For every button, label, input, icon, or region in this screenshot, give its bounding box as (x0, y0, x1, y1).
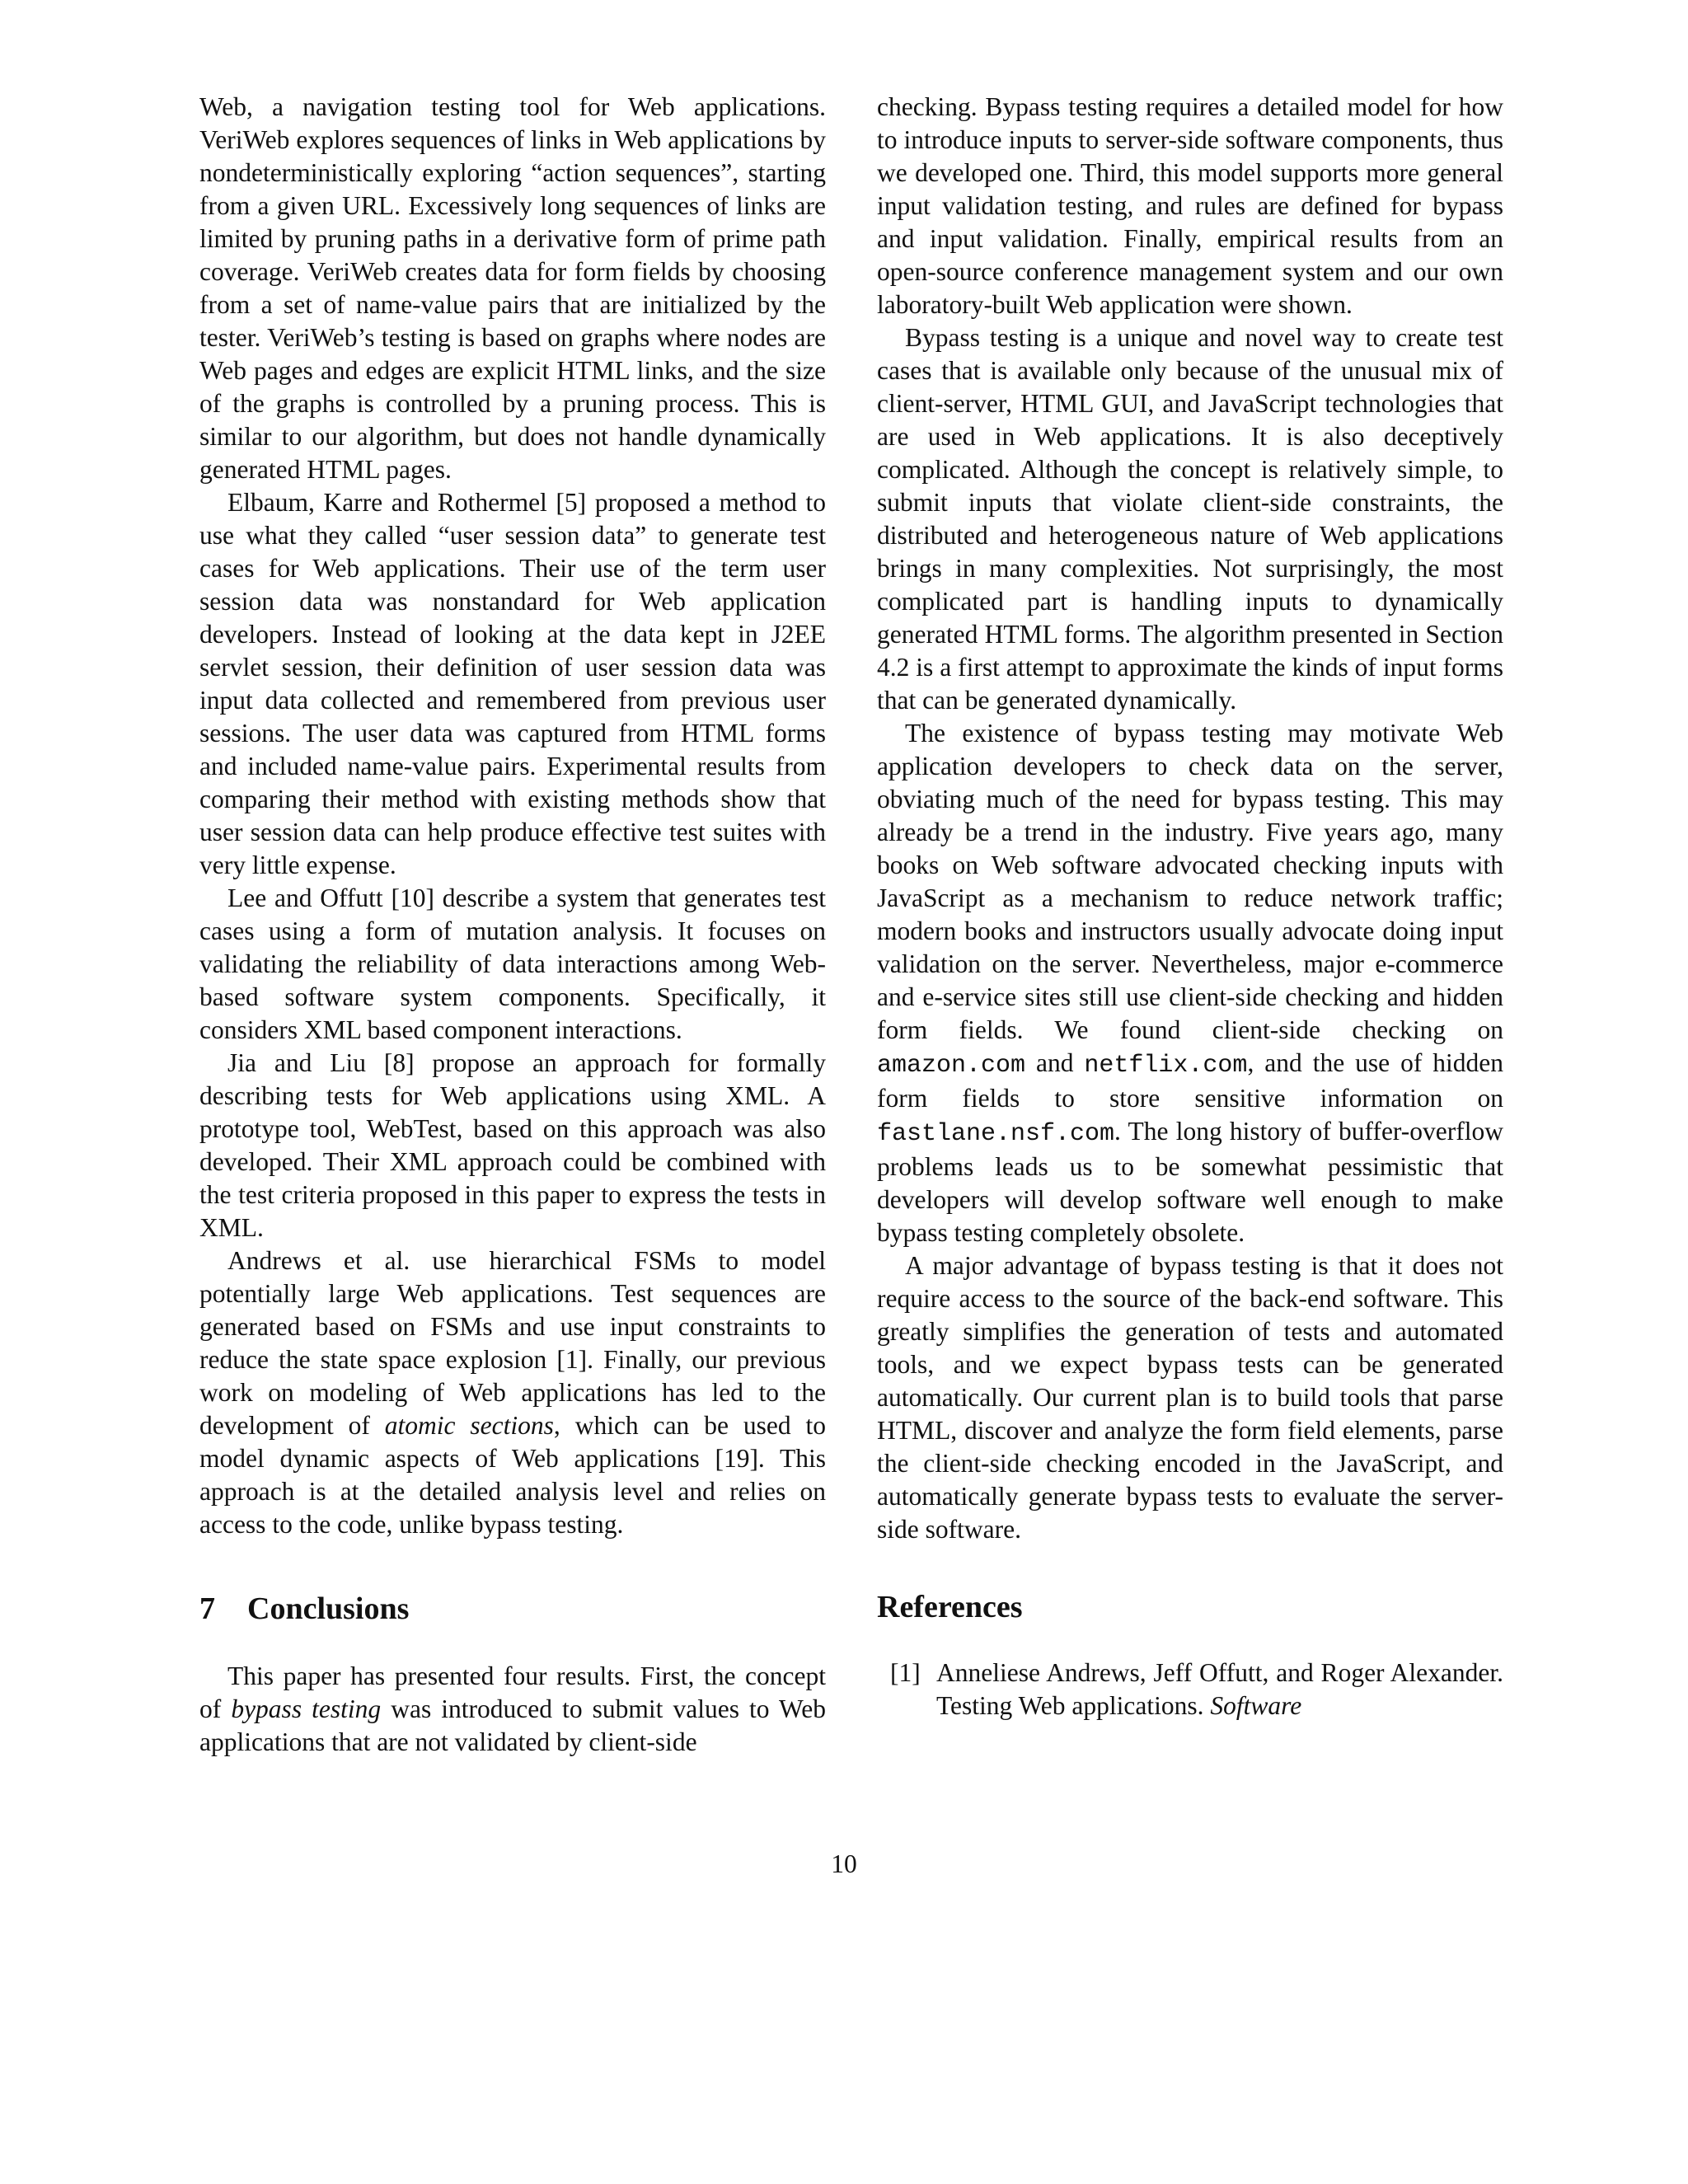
paragraph-andrews (199, 1244, 826, 1541)
andrews-text-b: , which can be used to model dynamic aspects of Web applications [19]. This approach is at the detailed analysis level and relies on access to the code, unlike bypass testing. (199, 1411, 826, 1539)
right-column (877, 91, 1503, 1722)
reference-1-label: [1] (890, 1658, 921, 1687)
section-heading-conclusions (199, 1591, 826, 1627)
site-fastlane: fastlane.nsf.com (877, 1120, 1115, 1148)
reference-1-journal: Software (1210, 1691, 1302, 1720)
conclusions-text-a: This paper has presented four results. First, the concept of (199, 1661, 826, 1723)
reference-1 (877, 1657, 1503, 1722)
paragraph-conclusions-cont: checking. Bypass testing requires a detailed model for how to introduce inputs to server-side software components, thus we developed one. Third, this model supports more general input validation testing, and rules are defined for bypass and input validation. Finally, empirical results from an open-source conference management system and our own laboratory-built Web application were shown. (877, 92, 1503, 319)
site-amazon: amazon.com (877, 1052, 1026, 1080)
existence-text-a: The existence of bypass testing may motivate Web application developers to check data on the server, obviating much of the need for bypass testing. This may already be a trend in the industry. Five years ago, many books on Web software advocated checking inputs with JavaScript as a mechanism to reduce network traffic; modern books and instructors usually advocate doing input validation on the server. Nevertheless, major e-commerce and e-service sites still use client-side checking and hidden form fields. We found client-side checking on (877, 719, 1503, 1044)
paragraph-elbaum: Elbaum, Karre and Rothermel [5] proposed a method to use what they called “user session data” to generate test cases for Web applications. Their use of the term user session data was nonstandard for Web application developers. Instead of looking at the data kept in J2EE servlet session, their definition of user session data was input data collected and remembered from previous user sessions. The user data was captured from HTML forms and included name-value pairs. Experimental results from comparing their method with existing methods show that user session data can help produce effective test suites with very little expense. (199, 488, 826, 879)
site-netflix: netflix.com (1084, 1052, 1248, 1080)
section-number: 7 (199, 1591, 215, 1626)
paragraph-lee-offutt: Lee and Offutt [10] describe a system that generates test cases using a form of mutation analysis. It focuses on validating the reliability of data interactions among Web-based software system components. Specifically, it considers XML based component interactions. (199, 883, 826, 1044)
bypass-testing-term: bypass testing (231, 1694, 382, 1723)
andrews-text-a: Andrews et al. use hierarchical FSMs to model potentially large Web applications. Test sequences are generated based on FSMs and use input constraints to reduce the state space explosion [1]. Finally, our previous work on modeling of Web applications has led to the development of (199, 1246, 826, 1440)
section-title: Conclusions (247, 1591, 410, 1626)
paragraph-bypass-existence (877, 717, 1503, 1249)
paragraph-bypass-advantage: A major advantage of bypass testing is that it does not require access to the source of the back-end software. This greatly simplifies the generation of tests and automated tools, and we expect bypass tests can be generated automatically. Our current plan is to build tools that parse HTML, discover and analyze the form field elements, parse the client-side checking encoded in the JavaScript, and automatically generate bypass tests to evaluate the server-side software. (877, 1251, 1503, 1544)
left-column (199, 91, 826, 1759)
references-heading: References (877, 1590, 1023, 1624)
page-number: 10 (831, 1849, 857, 1878)
paragraph-conclusions-intro (199, 1660, 826, 1759)
existence-text-d: . The long history of buffer-overflow problems leads us to be somewhat pessimistic that developers will develop software well enough to make bypass testing completely obsolete. (877, 1117, 1503, 1247)
reference-1-text: Anneliese Andrews, Jeff Offutt, and Roger Alexander. Testing Web applications. (936, 1658, 1503, 1720)
paragraph-bypass-unique: Bypass testing is a unique and novel way to create test cases that is available only because of the unusual mix of client-server, HTML GUI, and JavaScript technologies that are used in Web applications. It is also deceptively complicated. Although the concept is relatively simple, to submit inputs that violate client-side constraints, the distributed and heterogeneous nature of Web applications brings in many complexities. Not surprisingly, the most complicated part is handling inputs to dynamically generated HTML forms. The algorithm presented in Section 4.2 is a first attempt to approximate the kinds of input forms that can be generated dynamically. (877, 323, 1503, 715)
existence-text-c: , and the use of hidden form fields to store sensitive information on (877, 1048, 1503, 1113)
paragraph-veriweb: Web, a navigation testing tool for Web applications. VeriWeb explores sequences of links in Web applications by nondeterministically exploring “action sequences”, starting from a given URL. Excessively long sequences of links are limited by pruning paths in a derivative form of prime path coverage. VeriWeb creates data for form fields by choosing from a set of name-value pairs that are initialized by the tester. VeriWeb’s testing is based on graphs where nodes are Web pages and edges are explicit HTML links, and the size of the graphs is controlled by a pruning process. This is similar to our algorithm, but does not handle dynamically generated HTML pages. (199, 92, 826, 484)
atomic-sections-term: atomic sections (384, 1411, 554, 1440)
paragraph-jia-liu: Jia and Liu [8] propose an approach for formally describing tests for Web applications using XML. A prototype tool, WebTest, based on this approach was also developed. Their XML approach could be combined with the test criteria proposed in this paper to express the tests in XML. (199, 1048, 826, 1242)
conclusions-text-b: was introduced to submit values to Web applications that are not validated by client-side (199, 1694, 826, 1756)
existence-text-b: and (1025, 1048, 1085, 1077)
